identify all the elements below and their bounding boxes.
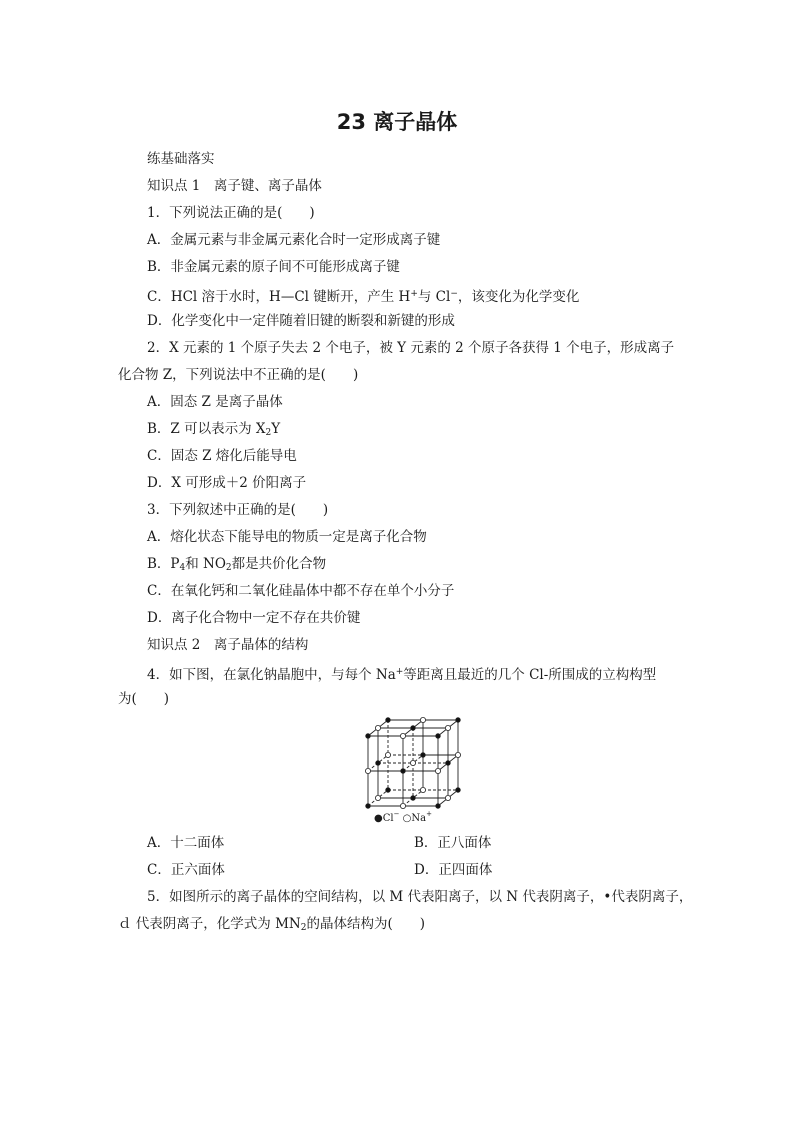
q3-option-c: C．在氧化钙和二氧化硅晶体中都不存在单个小分子 [147,583,455,599]
minus-superscript: − [393,810,400,818]
q5-stem-text-1: ｄ 代表阴离子，化学式为 MN [118,916,301,932]
q1-c-text-3: ，该变化为化学变化 [457,289,580,305]
nacl-unit-cell-diagram [360,712,470,824]
q4-option-d: D．正四面体 [414,862,493,878]
na-legend-label: Na [411,813,427,824]
q1-stem: 1．下列说法正确的是( ) [147,205,315,221]
q4-stem-line-2: 为( ) [118,691,170,707]
q4-option-b: B．正八面体 [414,835,492,851]
q4-option-a: A．十二面体 [147,835,225,851]
q5-stem-line-1: 5．如图所示的离子晶体的空间结构，以 M 代表阳离子，以 N 代表阴离子，•代表阴离子， [147,889,693,905]
minus-superscript: − [450,289,458,299]
cl-legend-label: Cl [382,813,394,824]
q3-b-text-1: B．P [147,556,180,572]
q2-b-subscript: 2 [265,428,272,438]
q2-option-b [147,419,280,443]
q3-b-text-3: 都是共价化合物 [231,556,327,572]
q2-option-d: D．X 可形成＋2 价阳离子 [147,475,307,491]
q1-option-c [147,284,579,307]
q3-b-subscript-1: 4 [179,563,186,573]
section-knowledge-point-2: 知识点 2 离子晶体的结构 [147,637,309,653]
section-knowledge-point-1: 知识点 1 离子键、离子晶体 [147,178,322,194]
q1-option-d: D．化学变化中一定伴随着旧键的断裂和新键的形成 [147,313,455,329]
na-legend-circle-icon: ○ [402,813,412,824]
q2-b-text-1: B．Z 可以表示为 X [147,421,266,437]
q4-stem-text-1: 4．如下图，在氯化钠晶胞中，与每个 Na [147,667,396,683]
cl-legend-dot-icon: ● [374,813,383,824]
plus-superscript: + [426,810,432,818]
q1-c-text-1: C．HCl 溶于水时，H—Cl 键断开，产生 H [147,289,411,305]
q1-option-a: A．金属元素与非金属元素化合时一定形成离子键 [147,232,441,248]
page-title: 23 离子晶体 [336,110,458,134]
q4-stem-line-1 [147,662,656,685]
q2-option-a: A．固态 Z 是离子晶体 [147,394,283,410]
q5-stem-line-2 [118,914,425,938]
nacl-unit-cell-figure [360,712,470,824]
q4-stem-text-2: 等距离且最近的几个 Cl-所围成的立构构型 [403,667,657,683]
q3-option-d: D．离子化合物中一定不存在共价键 [147,610,361,626]
q1-option-b: B．非金属元素的原子间不可能形成离子键 [147,259,400,275]
q2-stem-line-1: 2．X 元素的 1 个原子失去 2 个电子，被 Y 元素的 2 个原子各获得 1 个电子，形成离子 [147,340,675,356]
q5-stem-text-2: 的晶体结构为( ) [306,916,425,932]
q3-b-subscript-2: 2 [225,563,232,573]
q2-b-text-2: Y [271,421,281,437]
q3-option-a: A．熔化状态下能导电的物质一定是离子化合物 [147,529,427,545]
q1-c-text-2: 与 Cl [417,289,451,305]
q5-subscript: 2 [300,923,307,933]
figure-legend [374,810,432,824]
q3-option-b [147,554,326,578]
q2-option-c: C．固态 Z 熔化后能导电 [147,448,297,464]
plus-superscript: + [410,289,418,299]
q3-stem: 3．下列叙述中正确的是( ) [147,502,329,518]
plus-superscript: + [395,667,404,677]
section-practice: 练基础落实 [147,151,215,167]
q4-option-c: C．正六面体 [147,862,225,878]
q2-stem-line-2: 化合物 Z，下列说法中不正确的是( ) [118,367,359,383]
q3-b-text-2: 和 NO [185,556,226,572]
